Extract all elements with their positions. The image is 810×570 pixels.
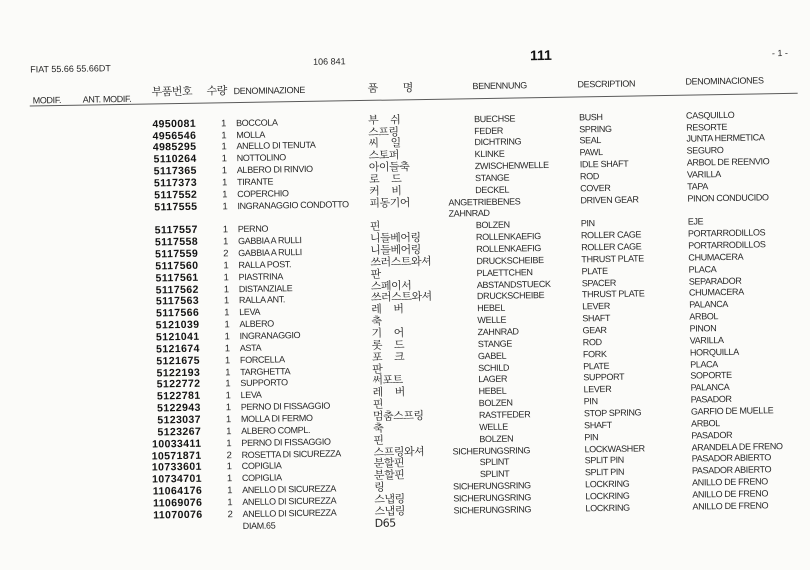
denominaciones: JUNTA HERMETICA: [686, 132, 765, 145]
korean-name: 로 드: [368, 172, 402, 186]
description: SEAL: [579, 135, 602, 146]
column-header-part-number: 부품번호: [151, 84, 193, 99]
denominaciones: PALANCA: [690, 382, 730, 393]
korean-name: 쓰러스트와셔: [370, 290, 432, 305]
part-number: 4985295: [152, 141, 197, 154]
korean-name: 레 버: [372, 385, 405, 400]
denominazione: ROSETTA DI SICUREZZA: [241, 447, 341, 460]
quantity: 1: [221, 153, 228, 165]
part-number: 4950081: [152, 117, 197, 131]
benennung: STANGE: [477, 338, 513, 349]
description: LEVER: [582, 301, 611, 312]
part-number: 5117561: [155, 271, 199, 285]
benennung: SICHERUNGSRING: [452, 444, 531, 457]
korean-name: 스페이서: [370, 278, 412, 293]
quantity: 1: [222, 224, 229, 236]
part-number: 5117563: [155, 295, 200, 308]
description: PIN: [580, 218, 595, 229]
part-number: 5117552: [154, 188, 198, 202]
denominazione: RALLA POST.: [238, 259, 292, 270]
quantity: 1: [225, 414, 232, 426]
denominazione: MOLLA: [236, 129, 266, 140]
part-number: 5117373: [153, 176, 198, 190]
benennung: SCHILD: [478, 362, 510, 373]
denominaciones: PASADOR: [691, 429, 733, 441]
denominaciones: VARILLA: [689, 334, 724, 346]
header-rule: [30, 92, 798, 106]
denominaciones: PASADOR ABIERTO: [691, 452, 772, 464]
korean-name: 스프링: [368, 124, 399, 139]
denominazione: ANELLO DI TENUTA: [236, 140, 316, 152]
part-number: 5117557: [154, 224, 198, 237]
denominaciones: RESORTE: [686, 121, 728, 133]
description: ROD: [582, 336, 602, 348]
description: SPRING: [579, 123, 612, 134]
part-number: 5117566: [156, 307, 200, 320]
benennung: SICHERUNGSRING: [453, 480, 531, 492]
benennung: SICHERUNGSRING: [453, 504, 532, 516]
denominaciones: EJE: [687, 216, 704, 227]
quantity: 1: [222, 236, 229, 248]
column-header-benennung: BENENNUNG: [472, 80, 527, 92]
description: SPLIT PIN: [584, 455, 624, 466]
denominaciones: PINON CONDUCIDO: [687, 191, 769, 204]
denominazione: PERNO: [237, 223, 269, 235]
korean-name: 포 크: [371, 350, 405, 364]
benennung: DRUCKSCHEIBE: [476, 254, 544, 267]
denominazione: INGRANAGGIO: [239, 330, 301, 342]
description: PIN: [583, 396, 598, 407]
description: LOCKWASHER: [584, 442, 645, 454]
quantity: 2: [226, 449, 232, 461]
quantity: 1: [226, 473, 233, 485]
benennung: LAGER: [478, 374, 508, 385]
denominazione: SUPPORTO: [240, 377, 288, 389]
denominazione: ALBERO COMPL.: [241, 424, 311, 436]
denominaciones: PALANCA: [689, 299, 729, 310]
denominaciones: GARFIO DE MUELLE: [690, 405, 774, 417]
part-number: 10033411: [151, 437, 202, 451]
denominaciones: ARANDELA DE FRENO: [691, 440, 783, 453]
part-number: 5117558: [154, 235, 199, 249]
benennung: DECKEL: [475, 184, 510, 195]
column-header-ant-modif: ANT. MODIF.: [82, 93, 132, 105]
quantity: 1: [226, 426, 232, 438]
quantity: 2: [227, 508, 233, 521]
quantity: 1: [220, 117, 227, 130]
benennung: BOLZEN: [475, 219, 510, 231]
description: LOCKRING: [585, 490, 630, 502]
quantity: 1: [223, 271, 230, 284]
column-header-korean-name: 품 명: [367, 81, 413, 95]
denominaciones: HORQUILLA: [689, 346, 739, 358]
part-number: 5121674: [156, 342, 200, 356]
denominazione: BOCCOLA: [235, 117, 278, 128]
denominaciones: ANILLO DE FRENO: [692, 488, 769, 500]
part-number: 5122193: [156, 366, 201, 380]
benennung: DICHTRING: [474, 136, 522, 148]
denominazione: PIASTRINA: [238, 271, 284, 282]
quantity: 1: [223, 283, 230, 295]
description: SHAFT: [582, 313, 611, 324]
part-number: 5110264: [153, 153, 197, 166]
benennung: DRUCKSCHEIBE: [476, 290, 545, 302]
denominazione: RALLA ANT.: [238, 294, 286, 306]
quantity: 2: [223, 248, 229, 260]
korean-name: 부 쉬: [367, 113, 401, 127]
part-number: 11064176: [152, 484, 203, 498]
denominaciones: ARBOL: [691, 417, 720, 429]
quantity: 1: [227, 485, 233, 497]
quantity: 1: [224, 307, 230, 319]
quantity: 1: [222, 189, 228, 201]
korean-name: 아이들축: [368, 160, 410, 175]
quantity: 1: [225, 402, 232, 414]
denominazione: ANELLO DI SICUREZZA DIAM.65: [242, 507, 337, 531]
quantity: 1: [221, 177, 228, 189]
korean-name: 멈춤스프링: [372, 408, 424, 423]
quantity: 1: [225, 390, 231, 402]
korean-name: 핀: [372, 397, 384, 411]
denominazione: MOLLA DI FERMO: [240, 412, 313, 424]
denominazione: COPERCHIO: [237, 188, 289, 199]
description: SPACER: [581, 277, 617, 288]
denominaciones: PASADOR: [690, 394, 732, 405]
denominaciones: PASADOR ABIERTO: [691, 464, 772, 476]
quantity: 1: [221, 129, 227, 141]
column-header-denominaciones: DENOMINACIONES: [685, 75, 764, 87]
description: ROLLER CAGE: [581, 241, 642, 253]
part-number: 5122943: [157, 401, 201, 415]
quantity: 1: [221, 141, 227, 153]
quantity: 1: [224, 354, 231, 367]
part-number: 5122772: [156, 378, 201, 391]
korean-name: 핀: [369, 220, 381, 234]
part-number: 5123267: [157, 425, 202, 439]
benennung: ZWISCHENWELLE: [474, 160, 549, 172]
denominazione: GABBIA A RULLI: [238, 247, 302, 259]
korean-name: 분할핀: [373, 456, 405, 471]
benennung: BOLZEN: [478, 397, 513, 409]
column-header-quantity: 수량: [206, 84, 227, 98]
part-number: 5121041: [155, 330, 200, 344]
korean-name: 판: [370, 267, 381, 281]
denominazione: PERNO DI FISSAGGIO: [240, 400, 331, 413]
benennung: HEBEL: [477, 302, 506, 314]
denominazione: ALBERO: [239, 318, 274, 330]
denominazione: LEVA: [239, 307, 261, 318]
korean-name: 핀: [373, 433, 384, 447]
benennung: ZAHNRAD: [477, 326, 519, 338]
benennung: GABEL: [477, 350, 507, 361]
korean-name: 스냅링 D65: [374, 504, 406, 530]
group-reference: 106 841: [312, 56, 346, 67]
quantity: 1: [222, 200, 228, 212]
part-number: 5117560: [155, 259, 199, 273]
benennung: ROLLENKAEFIG: [476, 243, 542, 255]
denominaciones: TAPA: [687, 181, 709, 192]
korean-name: 롯 드: [371, 338, 405, 352]
description: PLATE: [583, 360, 610, 371]
benennung: BOLZEN: [479, 433, 514, 444]
denominazione: ASTA: [239, 342, 262, 353]
quantity: 1: [224, 343, 231, 355]
denominazione: DISTANZIALE: [238, 282, 293, 294]
denominazione: COPIGLIA: [241, 460, 282, 472]
korean-name: 스냅링: [374, 492, 405, 506]
denominazione: ALBERO DI RINVIO: [236, 163, 313, 176]
sheet-number: - 1 -: [771, 47, 789, 59]
part-number: 11070076: [153, 508, 203, 522]
benennung: ANGETRIEBENES ZAHNRAD: [448, 196, 521, 220]
korean-name: 니들베어링: [369, 231, 421, 246]
denominaciones: CHUMACERA: [688, 251, 744, 263]
description: BUSH: [578, 111, 603, 123]
denominaciones: CASQUILLO: [685, 109, 735, 121]
korean-name: 축: [373, 421, 384, 435]
description: DRIVEN GEAR: [580, 194, 639, 206]
quantity: 1: [225, 366, 231, 378]
model-title: FIAT 55.66 55.66DT: [30, 63, 111, 75]
denominaciones: ANILLO DE FRENO: [692, 500, 769, 512]
benennung: FEDER: [474, 125, 504, 136]
part-number: 10733601: [151, 461, 202, 474]
description: PLATE: [581, 265, 608, 277]
denominazione: LEVA: [240, 389, 262, 401]
description: PIN: [584, 431, 599, 443]
korean-name: 니들베어링: [370, 243, 421, 257]
denominazione: NOTTOLINO: [236, 152, 286, 164]
denominaciones: PLACA: [690, 358, 718, 370]
description: ROD: [579, 171, 600, 182]
korean-name: 판: [372, 362, 383, 376]
benennung: SICHERUNGSRING: [453, 492, 532, 504]
denominaciones: ARBOL DE REENVIO: [686, 156, 770, 168]
denominaciones: PORTARRODILLOS: [687, 227, 766, 239]
part-number: 10734701: [151, 472, 203, 486]
description: THRUST PLATE: [581, 253, 644, 265]
quantity: 1: [223, 260, 229, 272]
description: IDLE SHAFT: [579, 158, 629, 170]
quantity: 1: [226, 437, 232, 449]
denominazione: INGRANAGGIO CONDOTTO: [237, 198, 349, 211]
benennung: SPLINT: [479, 468, 510, 480]
denominaciones: ARBOL: [689, 311, 719, 322]
denominazione: TARGHETTA: [240, 365, 291, 377]
part-number: 5122781: [156, 389, 201, 403]
part-number: 4956546: [152, 129, 197, 143]
denominaciones: CHUMACERA: [688, 287, 744, 299]
description: LEVER: [583, 384, 612, 395]
benennung: WELLE: [479, 421, 508, 432]
benennung: ABSTANDSTUECK: [476, 278, 551, 290]
denominaciones: PINON: [689, 323, 717, 334]
benennung: BUECHSE: [473, 113, 516, 124]
denominaciones: SEGURO: [686, 145, 724, 156]
part-number: 5117562: [155, 283, 199, 297]
korean-name: 씨 일: [368, 136, 401, 151]
benennung: STANGE: [474, 172, 510, 184]
denominazione: FORCELLA: [239, 354, 285, 365]
denominazione: TIRANTE: [236, 176, 274, 188]
description: PAWL: [579, 147, 603, 158]
description: SUPPORT: [583, 372, 625, 383]
part-number: 5121039: [155, 318, 200, 332]
quantity: 1: [224, 319, 230, 331]
denominaciones: PORTARRODILLOS: [688, 239, 766, 251]
benennung: ROLLENKAEFIG: [475, 231, 541, 243]
description: THRUST PLATE: [581, 288, 645, 300]
denominaciones: VARILLA: [686, 169, 721, 180]
benennung: SPLINT: [479, 456, 510, 468]
denominazione: ANELLO DI SICUREZZA: [242, 495, 337, 507]
description: GEAR: [582, 324, 607, 336]
part-number: 5117365: [153, 164, 197, 178]
description: SPLIT PIN: [584, 466, 625, 478]
denominazione: ANELLO DI SICUREZZA: [242, 483, 337, 496]
description: LOCKRING: [585, 502, 630, 514]
quantity: 1: [223, 295, 230, 307]
quantity: 1: [225, 378, 231, 390]
benennung: KLINKE: [474, 148, 505, 160]
quantity: 1: [227, 497, 233, 509]
korean-name: 쓰러스트와셔: [370, 254, 432, 269]
description: LOCKRING: [585, 478, 630, 490]
benennung: HEBEL: [478, 385, 507, 397]
benennung: WELLE: [477, 314, 507, 326]
part-number: 5117555: [154, 200, 198, 214]
part-number: 5117559: [155, 247, 199, 261]
korean-name: 커 비: [369, 184, 402, 198]
korean-name: 레 버: [371, 302, 404, 317]
korean-name: 분할핀: [373, 468, 405, 483]
column-header-description: DESCRIPTION: [577, 78, 636, 90]
description: FORK: [582, 348, 607, 360]
quantity: 1: [224, 331, 231, 343]
quantity: 1: [226, 461, 233, 473]
denominaciones: SEPARADOR: [688, 275, 742, 287]
korean-name: 스프링와셔: [373, 444, 425, 459]
korean-name: 기 어: [371, 326, 404, 340]
page-number: 111: [529, 46, 552, 64]
benennung: PLAETTCHEN: [476, 266, 533, 278]
korean-name: 축: [371, 314, 382, 329]
korean-name: 써포트: [372, 373, 403, 388]
korean-name: 피동기어: [369, 195, 411, 210]
column-header-denominazione: DENOMINAZIONE: [233, 84, 306, 97]
denominaciones: PLACA: [688, 263, 717, 275]
description: SHAFT: [584, 419, 612, 431]
part-number: 5123037: [157, 413, 202, 427]
description: COVER: [580, 182, 611, 194]
description: STOP SPRING: [583, 407, 642, 419]
korean-name: 스토퍼: [368, 148, 400, 163]
part-number: 11069076: [152, 496, 203, 510]
korean-name: 링: [374, 480, 385, 494]
description: ROLLER CAGE: [580, 229, 642, 241]
benennung: RASTFEDER: [478, 409, 531, 421]
column-header-modif: MODIF.: [32, 95, 62, 106]
denominazione: PERNO DI FISSAGGIO: [241, 436, 331, 448]
denominazione: COPIGLIA: [241, 472, 282, 484]
part-number: 10571871: [151, 449, 202, 463]
denominaciones: ANILLO DE FRENO: [692, 476, 768, 488]
denominaciones: SOPORTE: [690, 370, 732, 381]
quantity: 1: [221, 165, 228, 177]
part-number: 5121675: [156, 354, 201, 368]
denominazione: GABBIA A RULLI: [237, 235, 302, 247]
